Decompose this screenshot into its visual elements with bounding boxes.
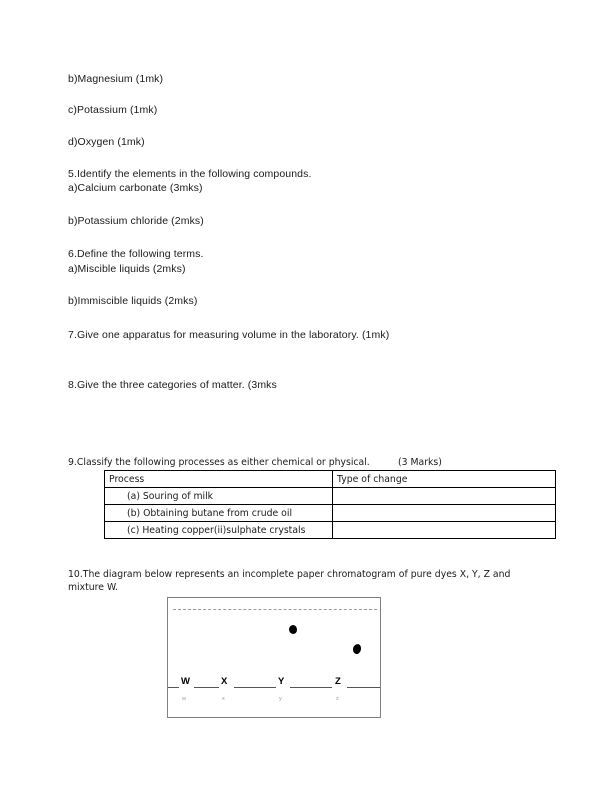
question-9-marks: (3 Marks) — [398, 457, 442, 468]
question-4c: c)Potassium (1mk) — [68, 104, 158, 116]
baseline-segment-0 — [168, 687, 179, 688]
question-9-stem: 9.Classify the following processes as either chemical or physical. — [68, 457, 370, 468]
chromatogram-sublabel-x: x — [222, 696, 225, 702]
question-6-stem: 6.Define the following terms. — [68, 248, 204, 260]
table-header-type-of-change: Type of change — [333, 471, 556, 488]
chromatogram-label-y: Y — [278, 676, 285, 687]
solvent-front-line — [173, 609, 377, 610]
baseline-segment-1 — [194, 687, 219, 688]
table-row — [105, 505, 556, 522]
table-cell-process-a: (a) Souring of milk — [105, 488, 333, 505]
chromatogram-spot-2 — [352, 643, 363, 655]
table-cell-process-c: (c) Heating copper(ii)sulphate crystals — [105, 522, 333, 539]
table-row — [105, 522, 556, 539]
table-cell-answer-b[interactable] — [333, 505, 556, 522]
question-10-line2: mixture W. — [68, 582, 119, 593]
baseline-segment-2 — [234, 687, 276, 688]
question-6b: b)Immiscible liquids (2mks) — [68, 295, 198, 307]
question-4b: b)Magnesium (1mk) — [68, 73, 164, 85]
chromatogram-label-w: W — [181, 676, 190, 687]
question-5b: b)Potassium chloride (2mks) — [68, 215, 204, 227]
chromatogram-sublabel-w: w — [182, 696, 187, 702]
question-8: 8.Give the three categories of matter. (3mks — [68, 379, 277, 391]
table-cell-answer-a[interactable] — [333, 488, 556, 505]
baseline-segment-4 — [347, 687, 380, 688]
question-5-stem: 5.Identify the elements in the following compounds. — [68, 168, 312, 180]
table-header-row — [105, 471, 556, 488]
question-10-line1: 10.The diagram below represents an incomplete paper chromatogram of pure dyes X, Y, Z and — [68, 569, 511, 580]
question-6a: a)Miscible liquids (2mks) — [68, 263, 186, 275]
table-cell-answer-c[interactable] — [333, 522, 556, 539]
table-header-process: Process — [105, 471, 333, 488]
question-7: 7.Give one apparatus for measuring volume in the laboratory. (1mk) — [68, 329, 390, 341]
table-cell-process-b: (b) Obtaining butane from crude oil — [105, 505, 333, 522]
table-row — [105, 488, 556, 505]
baseline-segment-3 — [290, 687, 332, 688]
question-5a: a)Calcium carbonate (3mks) — [68, 182, 203, 194]
classification-table — [104, 470, 556, 539]
chromatogram-label-x: X — [221, 676, 228, 687]
chromatogram-label-z: Z — [335, 676, 341, 687]
chromatogram-sublabel-y: y — [279, 696, 282, 702]
chromatogram-sublabel-z: z — [336, 696, 339, 702]
chromatogram-spot-1 — [289, 625, 297, 634]
chromatogram-diagram — [167, 597, 381, 718]
question-4d: d)Oxygen (1mk) — [68, 136, 145, 148]
